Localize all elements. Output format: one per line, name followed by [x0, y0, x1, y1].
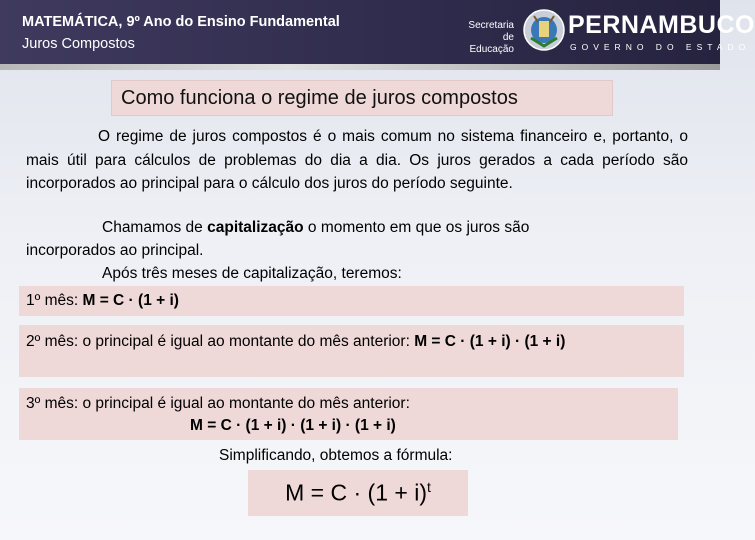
- course-title: MATEMÁTICA, 9º Ano do Ensino Fundamental: [22, 14, 340, 30]
- final-formula: [248, 479, 468, 507]
- month2-label: 2º mês: o principal é igual ao montante do mês anterior:: [26, 333, 415, 350]
- capitalization-line: [102, 219, 529, 237]
- slide-heading: Como funciona o regime de juros compostos: [121, 87, 518, 109]
- header-divider: [0, 64, 720, 70]
- month1-formula: M = C · (1 + i): [82, 292, 179, 309]
- final-formula-exponent: t: [426, 479, 431, 495]
- month1-line: [26, 292, 179, 310]
- month2-box: [19, 325, 684, 377]
- slide-heading-box: [111, 80, 613, 116]
- month2-line: [26, 333, 565, 351]
- intro-paragraph: [26, 125, 688, 196]
- month1-label: 1º mês:: [26, 292, 83, 309]
- capitalization-term: capitalização: [207, 219, 304, 236]
- final-formula-box: [248, 470, 468, 516]
- month3-formula: M = C · (1 + i) · (1 + i) · (1 + i): [190, 417, 396, 434]
- brand-logo: PERNAMBUCO: [568, 11, 755, 39]
- month2-formula: M = C · (1 + i) · (1 + i): [414, 333, 566, 350]
- month3-box: [19, 388, 678, 440]
- three-months-intro: Após três meses de capitalização, teremos:: [102, 265, 402, 282]
- capitalization-post: o momento em que os juros são: [303, 219, 530, 236]
- capitalization-pre: Chamamos de: [102, 219, 208, 236]
- brand-subtitle: GOVERNO DO ESTADO: [570, 42, 751, 52]
- capitalization-continuation: incorporados ao principal.: [26, 242, 204, 259]
- month1-box: [19, 286, 684, 316]
- secretaria-line2: Educação: [469, 44, 514, 55]
- paragraph-text: O regime de juros compostos é o mais comum no sistema financeiro e, portanto, o mais útil para cálculos de problemas do dia a dia. Os juros gerados a cada período são incorporados ao principal para o cálculo dos juros do período seguinte.: [26, 128, 688, 192]
- final-formula-base: M = C · (1 + i): [285, 479, 427, 506]
- lesson-subtitle: Juros Compostos: [22, 36, 135, 52]
- state-seal-icon: [522, 8, 566, 52]
- secretaria-line1: Secretaria de: [468, 20, 514, 43]
- secretaria-label: [456, 20, 514, 56]
- simplify-text: Simplificando, obtemos a fórmula:: [219, 447, 453, 464]
- header-bar: [0, 0, 755, 64]
- month3-label: 3º mês: o principal é igual ao montante do mês anterior:: [26, 395, 410, 412]
